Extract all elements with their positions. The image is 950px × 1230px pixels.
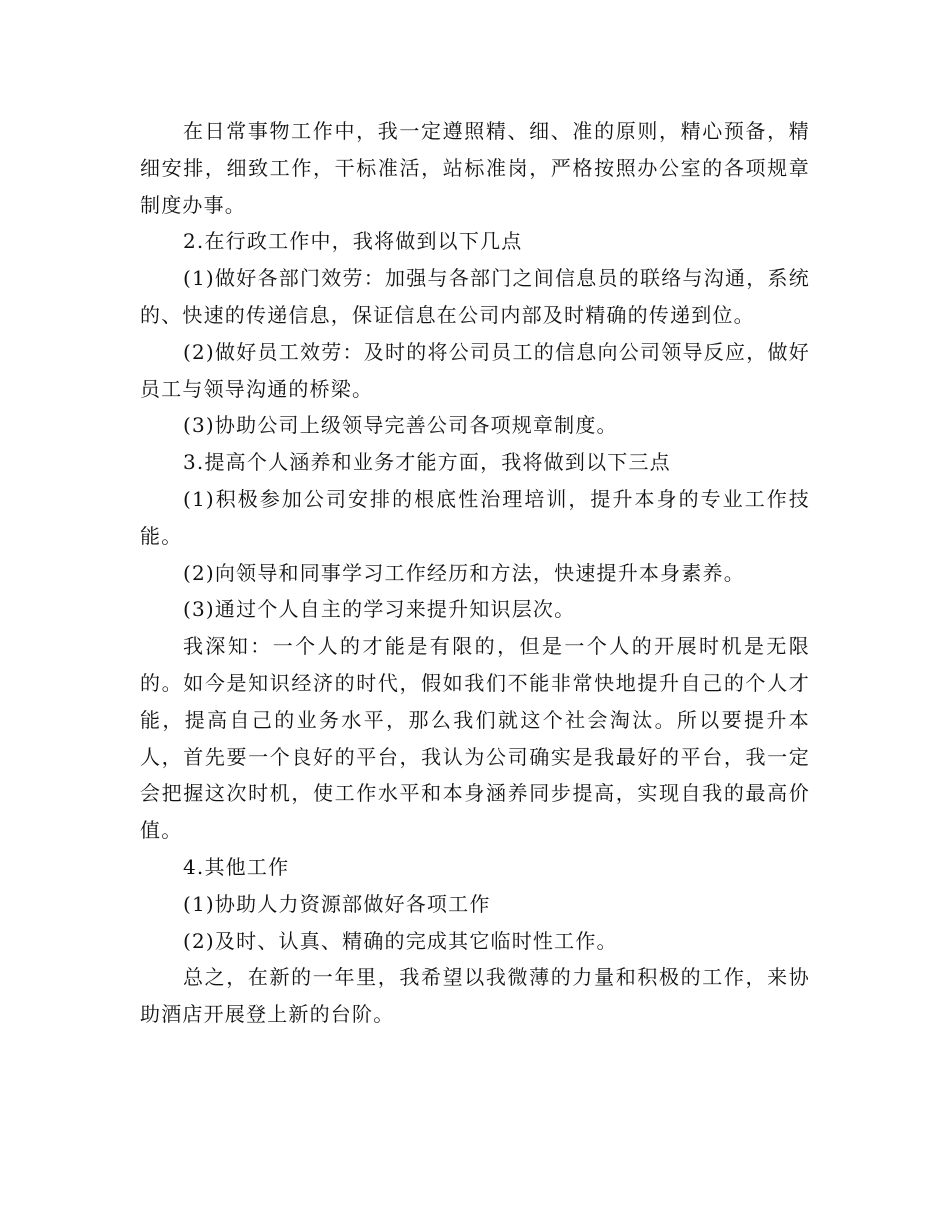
paragraph-daily-work: 在日常事物工作中，我一定遵照精、细、准的原则，精心预备，精细安排，细致工作，干标准活，站标准岗，严格按照办公室的各项规章制度办事。: [140, 119, 810, 217]
list-item-hr-assist: (1)协助人力资源部做好各项工作: [183, 891, 491, 916]
heading-other-work: 4.其他工作: [183, 854, 290, 879]
list-item-employee-service: (2)做好员工效劳：及时的将公司员工的信息向公司领导反应，做好员工与领导沟通的桥梁。: [140, 339, 810, 401]
paragraph-conclusion: 总之，在新的一年里，我希望以我微薄的力量和积极的工作，来协助酒店开展登上新的台阶。: [140, 965, 810, 1027]
heading-admin-work: 2.在行政工作中，我将做到以下几点: [183, 229, 523, 254]
list-item-department-service: (1)做好各部门效劳：加强与各部门之间信息员的联络与沟通，系统的、快速的传递信息，保证信息在公司内部及时精确的传递到位。: [140, 266, 810, 327]
list-item-training: (1)积极参加公司安排的根底性治理培训，提升本身的专业工作技能。: [140, 486, 810, 548]
paragraph-self-reflection: 我深知：一个人的才能是有限的，但是一个人的开展时机是无限的。如今是知识经济的时代，假如我们不能非常快地提升自己的个人才能，提高自己的业务水平，那么我们就这个社会淘汰。所以要提升本人，首先要一个良好的平台，我认为公司确实是我最好的平台，我一定会把握这次时机，使工作水平和本身涵养同步提高，实现自我的最高价值。: [140, 634, 810, 843]
list-item-self-study: (3)通过个人自主的学习来提升知识层次。: [183, 597, 576, 622]
list-item-temporary-work: (2)及时、认真、精确的完成其它临时性工作。: [183, 928, 618, 953]
list-item-learn-from-colleagues: (2)向领导和同事学习工作经历和方法，快速提升本身素养。: [183, 560, 745, 585]
heading-personal-improvement: 3.提高个人涵养和业务才能方面，我将做到以下三点: [183, 450, 671, 475]
list-item-rules-improvement: (3)协助公司上级领导完善公司各项规章制度。: [183, 413, 618, 438]
document-page: [140, 113, 810, 1033]
